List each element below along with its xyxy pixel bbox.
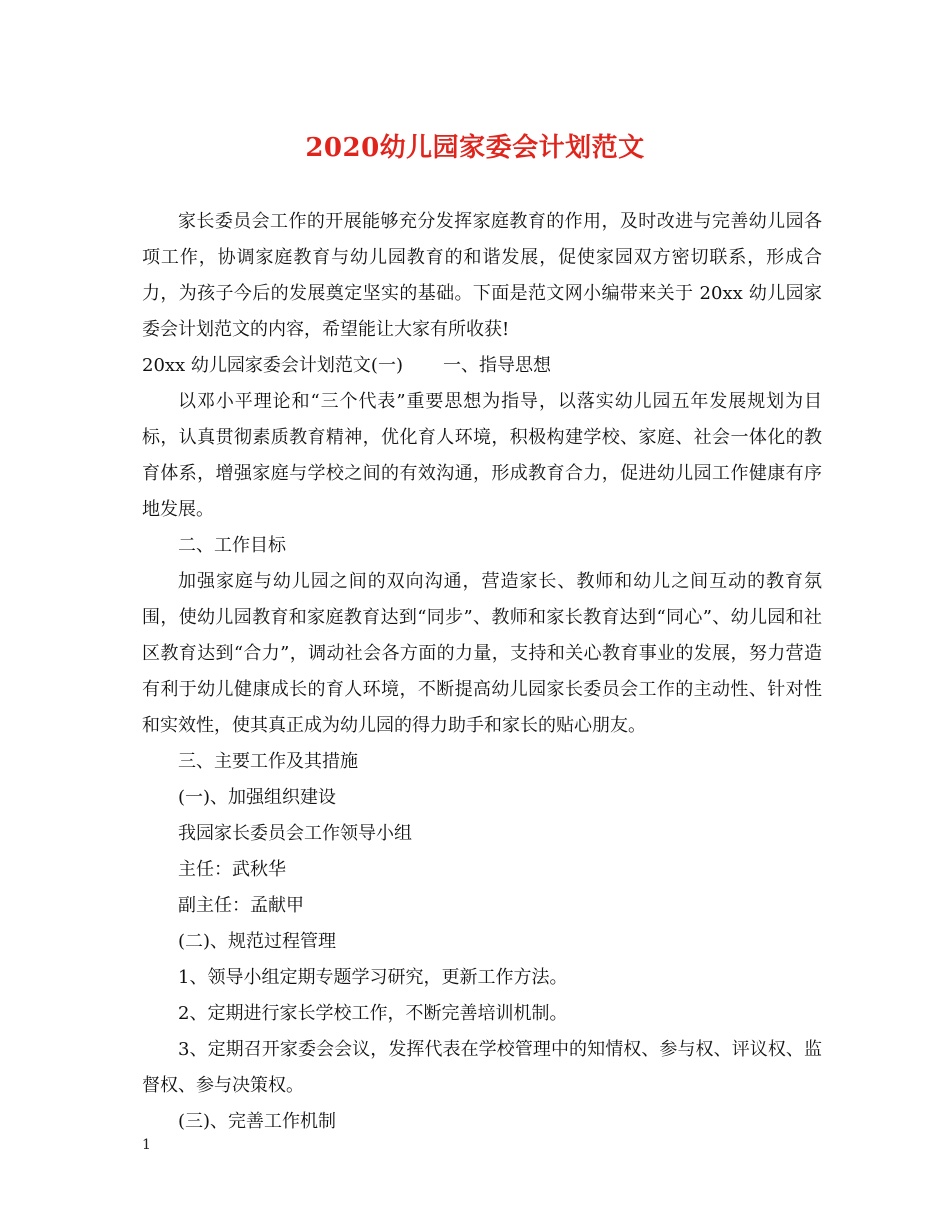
intro-paragraph: 家长委员会工作的开展能够充分发挥家庭教育的作用，及时改进与完善幼儿园各项工作，协调家庭教育与幼儿园教育的和谐发展，促使家园双方密切联系，形成合力，为孩子今后的发展奠定坚实的基础。下面是范文网小编带来关于 20xx 幼儿园家委会计划范文的内容，希望能让大家有所收获!: [142, 211, 822, 340]
work-goals-paragraph: 加强家庭与幼儿园之间的双向沟通，营造家长、教师和幼儿之间互动的教育氛围，使幼儿园教育和家庭教育达到“同步”、教师和家长教育达到“同心”、幼儿园和社区教育达到“合力”，调动社会各方面的力量，支持和关心教育事业的发展，努力营造有利于幼儿健康成长的育人环境，不断提高幼儿园家长委员会工作的主动性、针对性和实效性，使其真正成为幼儿园的得力助手和家长的贴心朋友。: [142, 571, 822, 736]
list-item: 2、定期进行家长学校工作，不断完善培训机制。: [178, 1003, 568, 1024]
director-line: 主任：武秋华: [178, 859, 286, 880]
document-body: [142, 204, 822, 1140]
guiding-ideology-paragraph: 以邓小平理论和“三个代表”重要思想为指导，以落实幼儿园五年发展规划为目标，认真贯彻素质教育精神，优化育人环境，积极构建学校、家庭、社会一体化的教育体系，增强家庭与学校之间的有效沟通，形成教育合力，促进幼儿园工作健康有序地发展。: [142, 391, 822, 520]
deputy-director-line: 副主任：孟献甲: [178, 895, 304, 916]
section-heading-line: [142, 348, 822, 384]
main-work-heading: 三、主要工作及其措施: [178, 751, 358, 772]
plan-subtitle: 20xx 幼儿园家委会计划范文(一): [142, 355, 403, 376]
work-goals-heading: 二、工作目标: [178, 535, 286, 556]
page-number: 1: [142, 1137, 151, 1153]
list-item: 3、定期召开家委会会议，发挥代表在学校管理中的知情权、参与权、评议权、监督权、参与决策权。: [142, 1039, 822, 1096]
document-title: 2020幼儿园家委会计划范文: [305, 133, 645, 163]
organization-heading: (一)、加强组织建设: [178, 787, 337, 808]
work-mechanism-heading: (三)、完善工作机制: [178, 1111, 337, 1132]
leadership-group-line: 我园家长委员会工作领导小组: [178, 823, 412, 844]
guiding-ideology-heading: 一、指导思想: [442, 355, 551, 376]
process-management-heading: (二)、规范过程管理: [178, 931, 337, 952]
list-item: 1、领导小组定期专题学习研究，更新工作方法。: [178, 967, 568, 988]
